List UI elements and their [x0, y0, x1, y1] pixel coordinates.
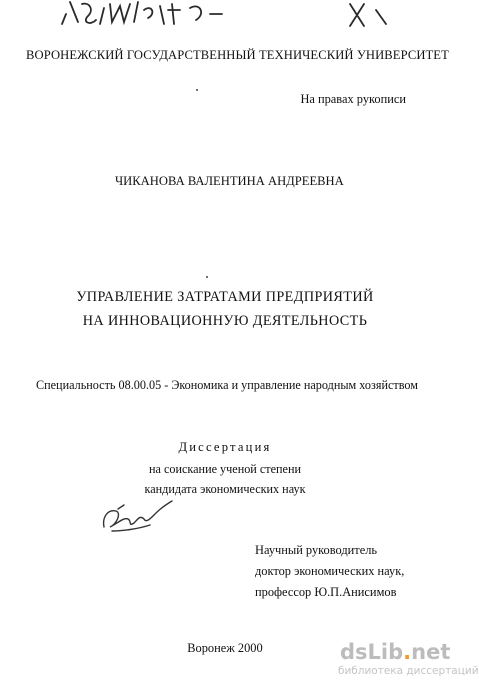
degree-line-1: на соискание ученой степени: [149, 462, 301, 476]
specialty-line: Специальность 08.00.05 - Экономика и управление народным хозяйством: [36, 378, 418, 392]
dissertation-title-line-1: УПРАВЛЕНИЕ ЗАТРАТАМИ ПРЕДПРИЯТИЙ: [76, 289, 374, 305]
scan-speck: [196, 89, 198, 91]
university-name: ВОРОНЕЖСКИЙ ГОСУДАРСТВЕННЫЙ ТЕХНИЧЕСКИЙ УНИВЕРСИТЕТ: [26, 48, 449, 62]
city-and-year: Воронеж 2000: [187, 641, 263, 655]
handwritten-archive-mark: [60, 0, 400, 34]
dissertation-heading: Диссертация: [178, 440, 272, 454]
supervisor-degree: доктор экономических наук,: [255, 564, 405, 578]
supervisor-name: профессор Ю.П.Анисимов: [255, 585, 397, 599]
dslib-watermark[interactable]: [338, 640, 479, 678]
author-signature: [98, 497, 176, 537]
logo-prefix: dsLib: [340, 640, 404, 664]
supervisor-title: Научный руководитель: [255, 543, 378, 557]
scan-speck: [206, 276, 208, 278]
logo-suffix: net: [411, 640, 451, 664]
rights-note: На правах рукописи: [300, 92, 406, 106]
author-name: ЧИКАНОВА ВАЛЕНТИНА АНДРЕЕВНА: [115, 174, 344, 188]
logo-dot: .: [403, 640, 412, 664]
dslib-logo[interactable]: [340, 640, 451, 664]
dissertation-title-line-2: НА ИННОВАЦИОННУЮ ДЕЯТЕЛЬНОСТЬ: [82, 313, 368, 329]
degree-line-2: кандидата экономических наук: [144, 482, 306, 496]
dslib-subtitle: библиотека диссертаций: [338, 665, 479, 677]
